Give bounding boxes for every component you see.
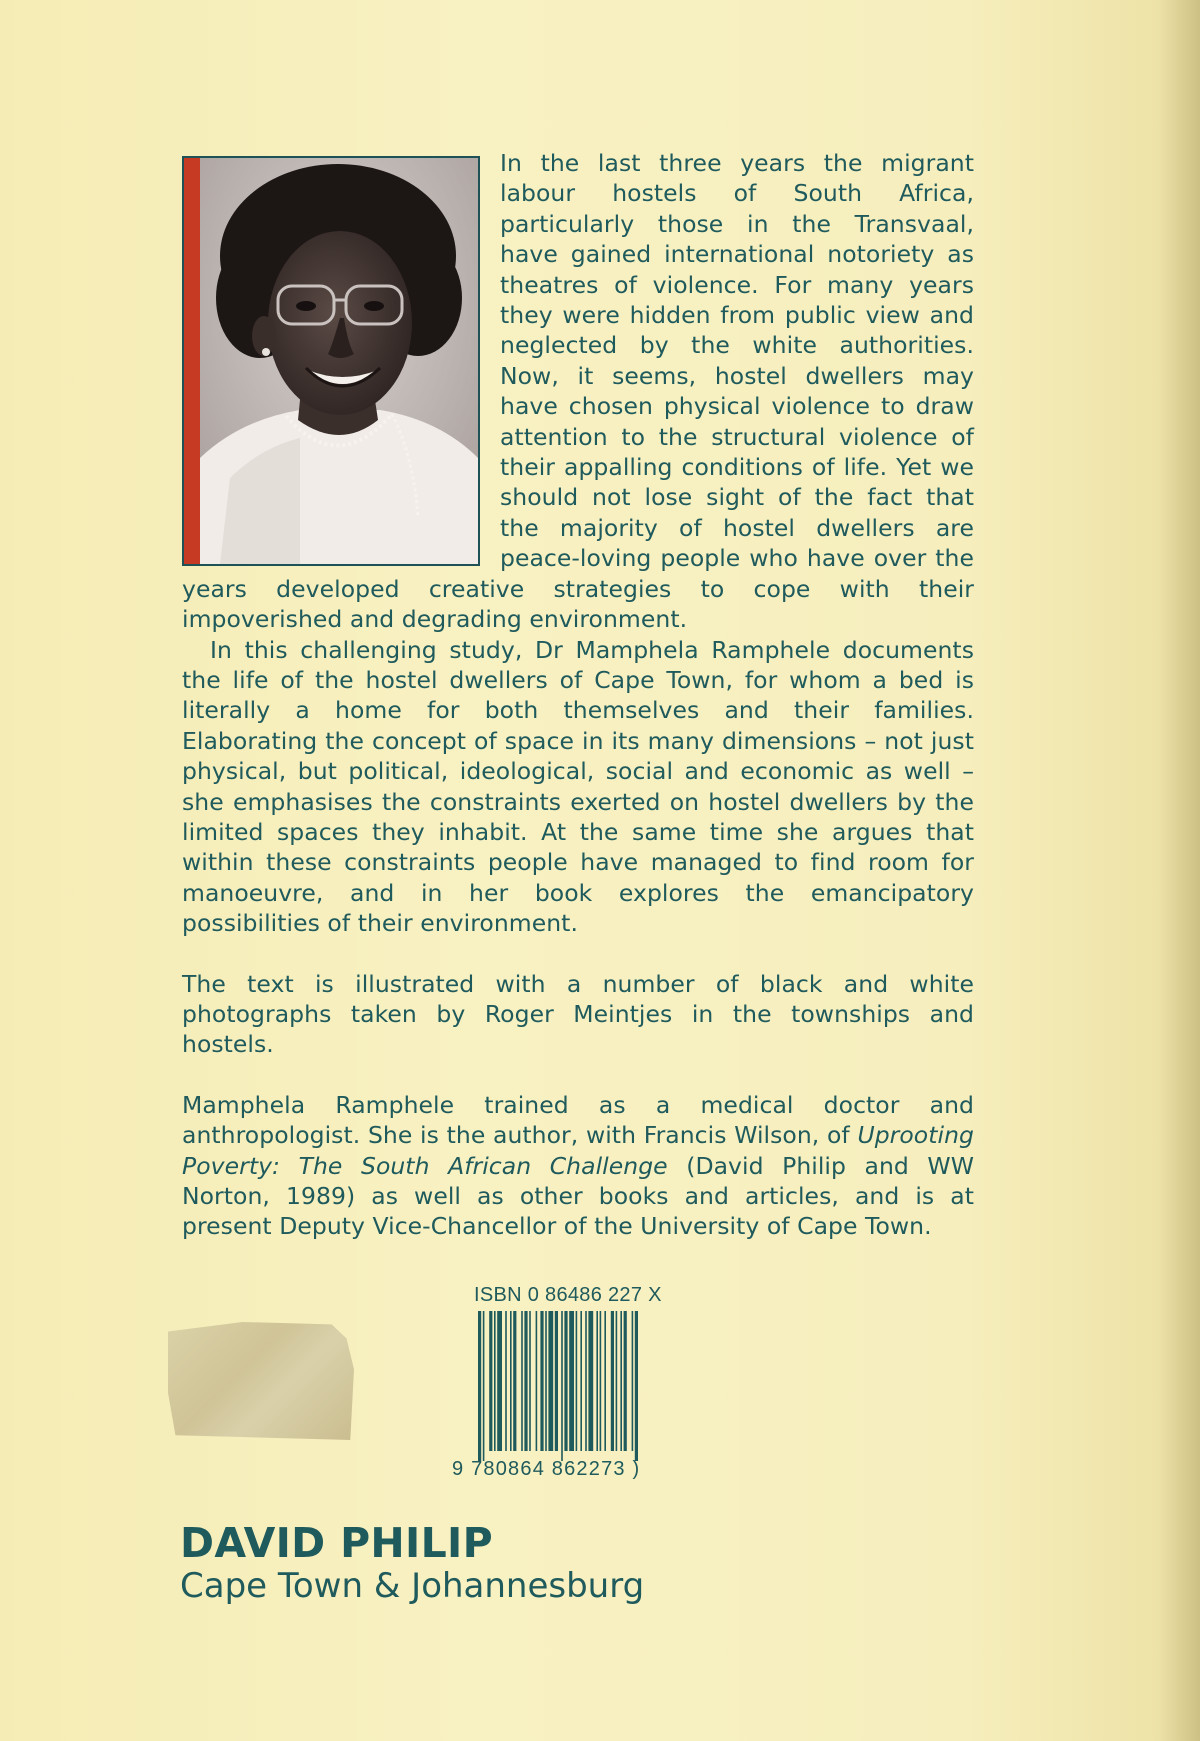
- publisher-cities: Cape Town & Johannesburg: [180, 1566, 645, 1606]
- book-title-reference: Uprooting Poverty: The South African Challenge: [182, 1121, 974, 1180]
- barcode-bar: [576, 1311, 578, 1451]
- barcode-bar: [632, 1311, 634, 1451]
- barcode-bar: [505, 1311, 507, 1451]
- barcode-bar: [513, 1311, 516, 1451]
- barcode-bar: [548, 1311, 553, 1451]
- barcode-bar: [540, 1311, 543, 1451]
- author-bio-paragraph: [182, 1090, 974, 1242]
- blurb-paragraph-2: In this challenging study, Dr Mamphela Ramphele documents the life of the hostel dwellers of Cape Town, for whom a bed is literally a home for both themselves and their families. Elaborating the concept of space in its many dimensions – not just physical, but political, ideological, social and economic as well – she emphasises the constraints exerted on hostel dwellers by the limited spaces they inhabit. At the same time she argues that within these constraints people have managed to find room for manoeuvre, and in her book explores the emancipatory possibilities of their environment.: [182, 635, 974, 938]
- barcode-bar: [588, 1311, 593, 1451]
- barcode-bar: [529, 1311, 531, 1451]
- barcode-bar: [536, 1311, 538, 1451]
- blurb-text: [182, 148, 974, 1242]
- barcode-bar: [596, 1311, 598, 1451]
- barcode-bar: [580, 1311, 582, 1451]
- barcode-bar: [564, 1311, 567, 1451]
- barcode-bar: [569, 1311, 574, 1451]
- barcode-bar: [620, 1311, 622, 1451]
- illustrations-paragraph: The text is illustrated with a number of black and white photographs taken by Roger Meintjes in the townships and hostels.: [182, 969, 974, 1059]
- barcode-bar: [524, 1311, 527, 1451]
- barcode-bar: [600, 1311, 602, 1451]
- author-bio-text-start: Mamphela Ramphele trained as a medical doctor and anthropologist. She is the author, with Francis Wilson, of: [182, 1090, 974, 1150]
- barcode: [478, 1311, 684, 1461]
- barcode-bar: [489, 1311, 492, 1451]
- barcode-bar: [611, 1311, 614, 1451]
- isbn-number: ISBN 0 86486 227 X: [474, 1284, 662, 1306]
- page-edge-shadow: [1160, 0, 1200, 1741]
- barcode-bar: [545, 1311, 547, 1451]
- barcode-bar: [604, 1311, 606, 1451]
- barcode-bar: [624, 1311, 627, 1451]
- price-sticker-residue: [168, 1322, 354, 1440]
- barcode-bar: [585, 1311, 587, 1451]
- ean-digits: 9 780864 862273 ): [452, 1458, 641, 1480]
- author-bio-text-end: (David Philip and WW Norton, 1989) as well as other books and articles, and is at present Deputy Vice-Chancellor of the University of Cape Town.: [182, 1151, 974, 1241]
- publisher-name: DAVID PHILIP: [180, 1519, 493, 1567]
- barcode-bar: [494, 1311, 496, 1451]
- barcode-bar: [483, 1311, 485, 1461]
- blurb-paragraph-1: In the last three years the migrant labour hostels of South Africa, particularly those in the Transvaal, have gained international notoriety as theatres of violence. For many years they were hidden from public view and neglected by the white authorities. Now, it seems, hostel dwellers may have chosen physical violence to draw attention to the structural violence of their appalling conditions of life. Yet we should not lose sight of the fact that the majority of hostel dwellers are peace-loving people who have over the years developed creative strategies to cope with their impoverished and degrading environment.: [182, 149, 974, 634]
- barcode-bar: [521, 1311, 523, 1451]
- barcode-bar: [497, 1311, 502, 1451]
- barcode-bar: [478, 1311, 481, 1461]
- photo-wrap-space: [182, 148, 500, 566]
- barcode-bar: [555, 1311, 558, 1451]
- barcode-bar: [635, 1311, 638, 1461]
- barcode-bar: [616, 1311, 618, 1451]
- barcode-bar: [510, 1311, 512, 1451]
- barcode-bar: [561, 1311, 563, 1461]
- publisher-imprint: [180, 1520, 644, 1606]
